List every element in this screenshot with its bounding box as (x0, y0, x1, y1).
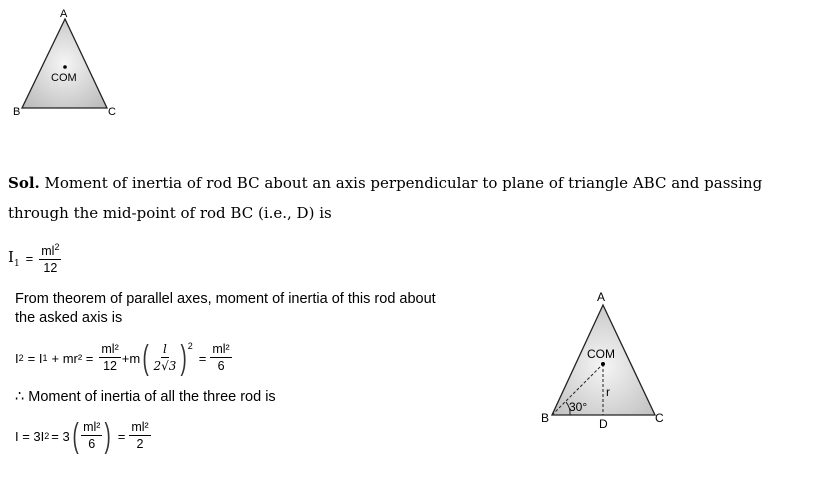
solution-text-1: Moment of inertia of rod BC about an axis perpendicular to plane of triangle ABC and passing (44, 174, 763, 192)
solution-line-1 (8, 174, 762, 192)
eq1-numerator: ml (41, 244, 55, 259)
vertex-a-label: A (597, 290, 606, 304)
eq2-prefix-sub: 2 (18, 353, 24, 363)
sol-label: Sol. (8, 174, 40, 192)
eq1-lhs-sub: 1 (13, 258, 20, 269)
eq2-fraction-3 (210, 342, 231, 374)
eq3-fraction-1 (81, 420, 102, 452)
eq3-frac2-den: 2 (136, 437, 144, 451)
com-label: COM (51, 72, 77, 84)
eq2-fraction-2 (152, 342, 179, 374)
com-point (601, 362, 605, 366)
vertex-c-label: C (655, 411, 664, 425)
eq1-equals: = (25, 250, 34, 266)
therefore-text: ∴ Moment of inertia of all the three rod is (15, 389, 276, 405)
parallel-axes-text-2: the asked axis is (15, 310, 123, 326)
vertex-a-label: A (60, 8, 68, 20)
com-point (63, 65, 67, 69)
vertex-b-label: B (13, 106, 21, 118)
eq3-close-paren: ) (104, 417, 112, 455)
eq2-mid-sub: 1 (42, 353, 48, 363)
radius-label: r (606, 385, 610, 399)
eq2-mid: = I (27, 350, 43, 366)
eq1-fraction (39, 240, 61, 276)
eq3-mid: = 3 (51, 428, 70, 444)
eq1-denominator: 12 (43, 261, 58, 276)
triangle-shape (22, 19, 107, 108)
eq2-prefix: I (15, 350, 19, 366)
eq3-open-paren: ( (72, 417, 79, 455)
eq2-frac3-den: 6 (217, 359, 225, 373)
parallel-axes-text-1: From theorem of parallel axes, moment of inertia of this rod about (15, 291, 436, 307)
eq3-lhs-sub: 2 (44, 431, 50, 441)
eq2-fraction-1 (99, 342, 120, 374)
vertex-d-label: D (599, 417, 608, 431)
eq2-frac1-num: ml² (101, 342, 119, 356)
eq3-fraction-2 (129, 420, 150, 452)
equation-total (15, 419, 151, 453)
eq3-equals: = (117, 428, 126, 444)
eq2-frac2-den: 2√3 (153, 359, 177, 373)
eq2-frac3-num: ml² (212, 342, 230, 356)
eq2-exponent: 2 (187, 341, 193, 351)
eq2-frac2-num: l (163, 342, 167, 356)
eq3-lhs: I = 3I (15, 428, 45, 444)
eq1-lhs: I (8, 247, 14, 266)
eq3-frac1-den: 6 (88, 437, 96, 451)
com-label: COM (587, 347, 615, 361)
eq2-plus-mr2: + mr² = (51, 350, 94, 366)
eq2-open-paren: ( (142, 339, 149, 377)
eq2-frac1-den: 12 (103, 359, 118, 373)
eq2-plus-m: +m (121, 350, 141, 366)
eq3-frac1-num: ml² (83, 420, 101, 434)
equation-i2 (15, 341, 232, 375)
vertex-b-label: B (541, 411, 550, 425)
eq2-close-paren: ) (180, 339, 188, 377)
eq1-numerator-sup: 2 (54, 242, 60, 252)
vertex-c-label: C (108, 106, 116, 118)
figure-triangle-construction (530, 285, 680, 435)
eq2-equals: = (198, 350, 207, 366)
solution-line-2: through the mid-point of rod BC (i.e., D) is (8, 204, 332, 222)
equation-i1 (8, 240, 61, 276)
angle-label: 30° (569, 400, 588, 414)
eq3-frac2-num: ml² (131, 420, 149, 434)
figure-triangle-com (0, 0, 140, 125)
